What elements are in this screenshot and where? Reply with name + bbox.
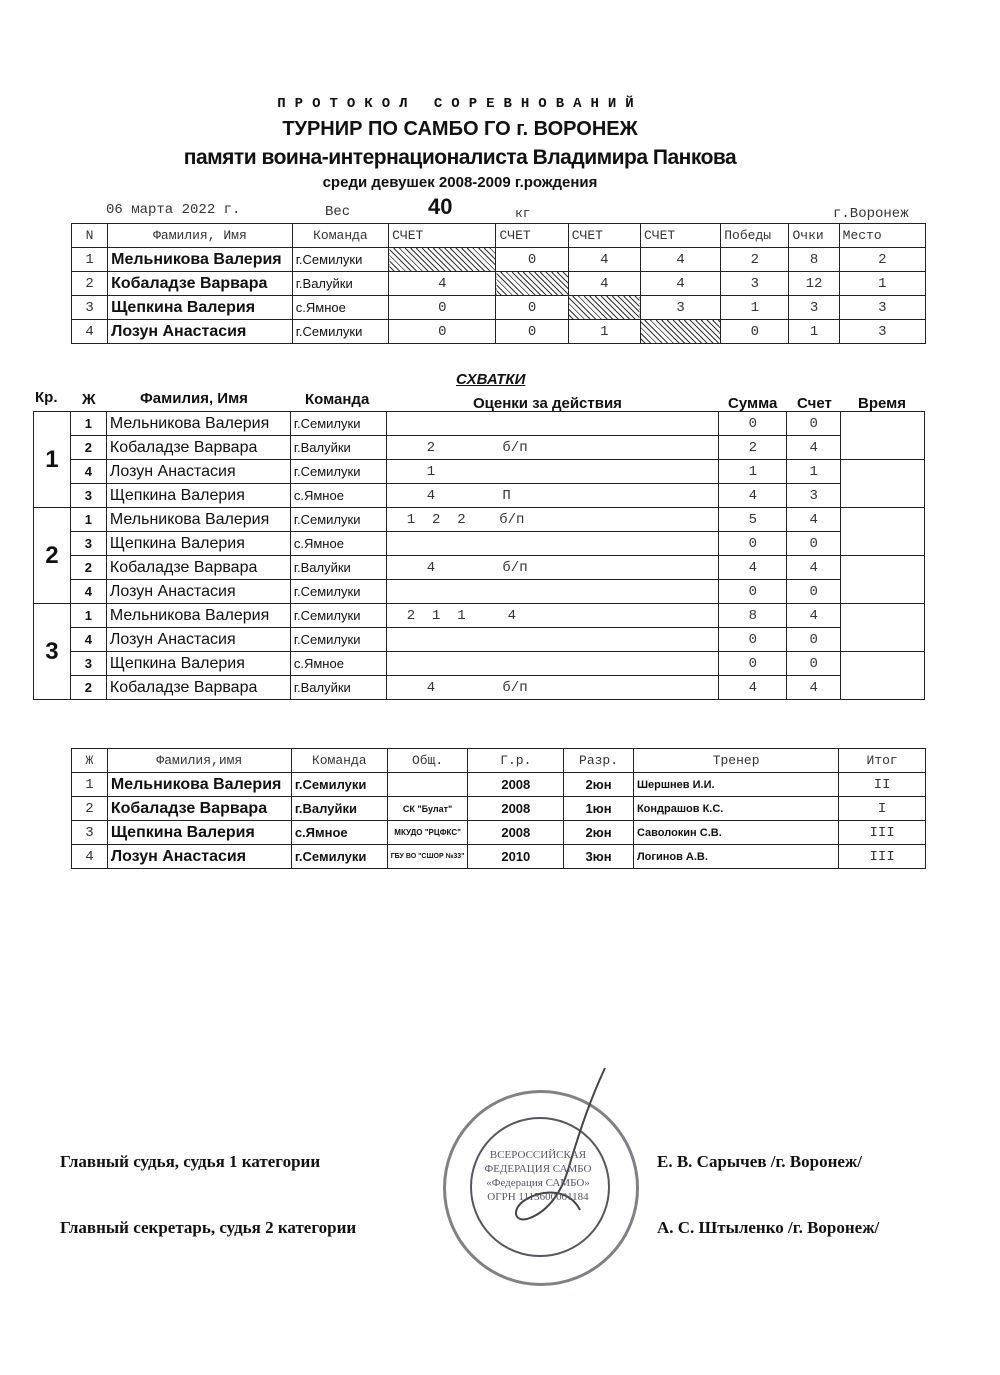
athlete-team: г.Семилуки (292, 320, 388, 344)
points-cell: 12 (789, 272, 839, 296)
wins-cell: 3 (721, 272, 789, 296)
lot-number: 2 (70, 556, 106, 580)
action-marks (386, 628, 719, 652)
col-score-1: СЧЕТ (389, 224, 496, 248)
athlete-name: Мельникова Валерия (106, 604, 290, 628)
bouts-col-team: Команда (305, 391, 370, 408)
place-cell: 2 (839, 248, 925, 272)
tournament-title: ТУРНИР ПО САМБО ГО г. ВОРОНЕЖ (282, 118, 638, 140)
stamp-text: ВСЕРОССИЙСКАЯ ФЕДЕРАЦИЯ САМБО «Федерация САМБО» ОГРН 1113600001184 (484, 1149, 592, 1203)
athlete-name: Щепкина Валерия (106, 532, 290, 556)
athlete-name: Щепкина Валерия (106, 484, 290, 508)
athlete-name: Кобаладзе Варвара (108, 272, 293, 296)
table-row (34, 508, 925, 532)
athlete-name: Лозун Анастасия (107, 845, 291, 869)
score-cell: 1 (787, 460, 841, 484)
athlete-team: с.Ямное (290, 484, 386, 508)
coach-name: Логинов А.В. (633, 845, 838, 869)
bouts-col-sum: Сумма (728, 395, 778, 412)
table-row (34, 556, 925, 580)
athlete-team: с.Ямное (290, 532, 386, 556)
athlete-team: г.Семилуки (291, 845, 387, 869)
score-cell: 1 (568, 320, 640, 344)
coach-name: Кондрашов К.С. (633, 797, 838, 821)
athlete-name: Лозун Анастасия (106, 628, 290, 652)
lot-number: 1 (70, 508, 106, 532)
bouts-title: СХВАТКИ (456, 371, 526, 388)
round-number: 1 (34, 412, 71, 508)
result-cell: I (839, 797, 926, 821)
row-number: 4 (72, 320, 108, 344)
lot-number: 1 (70, 604, 106, 628)
chief-secretary-title: Главный секретарь, судья 2 категории (60, 1218, 357, 1237)
score-cell: 0 (389, 296, 496, 320)
chief-secretary-name: А. С. Штыленко /г. Воронеж/ (657, 1218, 880, 1237)
score-cell: 3 (787, 484, 841, 508)
time-cell (841, 652, 925, 700)
bouts-col-score: Счет (797, 395, 832, 412)
result-cell: III (839, 821, 926, 845)
col-points: Очки (789, 224, 839, 248)
action-marks (386, 652, 719, 676)
athlete-name: Лозун Анастасия (106, 460, 290, 484)
lot-number: 4 (70, 628, 106, 652)
action-marks: 4 б/п (386, 556, 719, 580)
wins-cell: 0 (721, 320, 789, 344)
action-marks: 2 б/п (386, 436, 719, 460)
score-cell: 4 (787, 604, 841, 628)
lot-number: 4 (70, 580, 106, 604)
athlete-club (387, 773, 468, 797)
bouts-col-lot: Ж (82, 391, 96, 408)
row-number: 1 (72, 248, 108, 272)
lot-number: 4 (70, 460, 106, 484)
birth-year: 2008 (468, 773, 564, 797)
birth-year: 2008 (468, 821, 564, 845)
bouts-col-time: Время (858, 395, 906, 412)
col-name: Фамилия, Имя (108, 224, 293, 248)
athlete-club: ГБУ ВО "СШОР №33" (387, 845, 468, 869)
athlete-team: с.Ямное (291, 821, 387, 845)
city: г.Воронеж (833, 206, 909, 222)
results-table (71, 223, 926, 344)
coach-name: Шершнев И.И. (633, 773, 838, 797)
athlete-name: Мельникова Валерия (107, 773, 291, 797)
lot-number: 1 (70, 412, 106, 436)
athlete-name: Мельникова Валерия (106, 508, 290, 532)
chief-judge-title: Главный судья, судья 1 категории (60, 1152, 321, 1171)
sum-cell: 4 (719, 676, 787, 700)
table-row (34, 412, 925, 436)
col-score-4: СЧЕТ (640, 224, 720, 248)
table-row (72, 296, 926, 320)
col-n: N (72, 224, 108, 248)
col-n: Ж (72, 749, 108, 773)
col-wins: Победы (721, 224, 789, 248)
col-team: Команда (291, 749, 387, 773)
row-number: 3 (72, 821, 108, 845)
place-cell: 3 (839, 296, 925, 320)
athlete-team: г.Валуйки (290, 556, 386, 580)
memory-subtitle: памяти воина-интернационалиста Владимира Панкова (183, 146, 737, 169)
table-row (34, 460, 925, 484)
score-cell: 0 (787, 628, 841, 652)
athlete-name: Кобаладзе Варвара (107, 797, 291, 821)
athlete-team: с.Ямное (292, 296, 388, 320)
score-cell: 0 (787, 412, 841, 436)
score-cell: 4 (787, 676, 841, 700)
col-name: Фамилия,имя (107, 749, 291, 773)
summary-header-row (72, 749, 926, 773)
results-header-row (72, 224, 926, 248)
time-cell (841, 556, 925, 604)
sum-cell: 1 (719, 460, 787, 484)
score-cell: 4 (568, 272, 640, 296)
sport-rank: 2юн (564, 821, 634, 845)
action-marks (386, 412, 719, 436)
athlete-name: Лозун Анастасия (106, 580, 290, 604)
athlete-name: Щепкина Валерия (106, 652, 290, 676)
table-row (34, 628, 925, 652)
row-number: 2 (72, 272, 108, 296)
sum-cell: 0 (719, 628, 787, 652)
sum-cell: 2 (719, 436, 787, 460)
score-cell: 4 (568, 248, 640, 272)
action-marks (386, 580, 719, 604)
chief-judge-name: Е. В. Сарычев /г. Воронеж/ (657, 1152, 862, 1171)
sum-cell: 0 (719, 532, 787, 556)
score-cell: 0 (496, 296, 568, 320)
athlete-team: г.Семилуки (290, 460, 386, 484)
action-marks: 1 (386, 460, 719, 484)
score-cell: 4 (640, 272, 720, 296)
time-cell (841, 460, 925, 508)
bouts-table (33, 411, 925, 700)
bouts-col-marks: Оценки за действия (473, 395, 622, 412)
score-cell: 4 (787, 436, 841, 460)
col-team: Команда (292, 224, 388, 248)
self-cell (640, 320, 720, 344)
action-marks: 4 П (386, 484, 719, 508)
athlete-team: г.Валуйки (292, 272, 388, 296)
lot-number: 3 (70, 652, 106, 676)
col-score-2: СЧЕТ (496, 224, 568, 248)
weight-label: Вес (325, 204, 351, 220)
action-marks: 1 2 2 б/п (386, 508, 719, 532)
sum-cell: 4 (719, 484, 787, 508)
col-score-3: СЧЕТ (568, 224, 640, 248)
score-cell: 0 (389, 320, 496, 344)
row-number: 4 (72, 845, 108, 869)
summary-table (71, 748, 926, 869)
table-row (34, 676, 925, 700)
score-cell: 0 (787, 532, 841, 556)
score-cell: 0 (496, 248, 568, 272)
score-cell: 4 (640, 248, 720, 272)
sum-cell: 5 (719, 508, 787, 532)
sum-cell: 8 (719, 604, 787, 628)
wins-cell: 2 (721, 248, 789, 272)
sum-cell: 0 (719, 580, 787, 604)
score-cell: 4 (787, 556, 841, 580)
protocol-title: ПРОТОКОЛ СОРЕВНОВАНИЙ (277, 96, 643, 112)
lot-number: 2 (70, 436, 106, 460)
sport-rank: 3юн (564, 845, 634, 869)
bouts-col-round: Кр. (35, 389, 58, 406)
table-row (72, 797, 926, 821)
wins-cell: 1 (721, 296, 789, 320)
points-cell: 8 (789, 248, 839, 272)
athlete-name: Мельникова Валерия (106, 412, 290, 436)
table-row (34, 580, 925, 604)
action-marks: 2 1 1 4 (386, 604, 719, 628)
sum-cell: 0 (719, 652, 787, 676)
athlete-name: Кобаладзе Варвара (106, 556, 290, 580)
athlete-name: Кобаладзе Варвара (106, 676, 290, 700)
result-cell: II (839, 773, 926, 797)
athlete-club: МКУДО "РЦФКС" (387, 821, 468, 845)
athlete-team: г.Валуйки (290, 436, 386, 460)
col-coach: Тренер (633, 749, 838, 773)
round-number: 2 (34, 508, 71, 604)
coach-name: Саволокин С.В. (633, 821, 838, 845)
action-marks: 4 б/п (386, 676, 719, 700)
table-row (72, 821, 926, 845)
athlete-team: г.Семилуки (292, 248, 388, 272)
athlete-team: г.Семилуки (291, 773, 387, 797)
score-cell: 0 (496, 320, 568, 344)
lot-number: 3 (70, 484, 106, 508)
birth-year: 2010 (468, 845, 564, 869)
sport-rank: 1юн (564, 797, 634, 821)
sum-cell: 4 (719, 556, 787, 580)
self-cell (568, 296, 640, 320)
col-club: Общ. (387, 749, 468, 773)
col-result: Итог (839, 749, 926, 773)
athlete-team: г.Валуйки (291, 797, 387, 821)
score-cell: 3 (640, 296, 720, 320)
athlete-team: г.Семилуки (290, 604, 386, 628)
place-cell: 1 (839, 272, 925, 296)
score-cell: 0 (787, 580, 841, 604)
category-subtitle: среди девушек 2008-2009 г.рождения (322, 174, 598, 191)
table-row (34, 436, 925, 460)
place-cell: 3 (839, 320, 925, 344)
row-number: 1 (72, 773, 108, 797)
athlete-team: г.Семилуки (290, 508, 386, 532)
athlete-team: г.Семилуки (290, 628, 386, 652)
birth-year: 2008 (468, 797, 564, 821)
col-year: Г.р. (468, 749, 564, 773)
competition-date: 06 марта 2022 г. (106, 202, 241, 218)
athlete-name: Щепкина Валерия (107, 821, 291, 845)
table-row (34, 532, 925, 556)
time-cell (841, 604, 925, 652)
athlete-club: СК "Булат" (387, 797, 468, 821)
athlete-team: г.Валуйки (290, 676, 386, 700)
table-row (72, 272, 926, 296)
row-number: 3 (72, 296, 108, 320)
sport-rank: 2юн (564, 773, 634, 797)
round-number: 3 (34, 604, 71, 700)
bouts-col-name: Фамилия, Имя (140, 390, 248, 407)
athlete-team: г.Семилуки (290, 412, 386, 436)
col-rank: Разр. (564, 749, 634, 773)
athlete-name: Кобаладзе Варвара (106, 436, 290, 460)
weight-value: 40 (428, 194, 453, 219)
lot-number: 2 (70, 676, 106, 700)
table-row (34, 604, 925, 628)
sum-cell: 0 (719, 412, 787, 436)
table-row (72, 773, 926, 797)
action-marks (386, 532, 719, 556)
row-number: 2 (72, 797, 108, 821)
athlete-name: Щепкина Валерия (108, 296, 293, 320)
table-row (34, 484, 925, 508)
athlete-name: Лозун Анастасия (108, 320, 293, 344)
score-cell: 4 (389, 272, 496, 296)
lot-number: 3 (70, 532, 106, 556)
col-place: Место (839, 224, 925, 248)
athlete-name: Мельникова Валерия (108, 248, 293, 272)
table-row (34, 652, 925, 676)
table-row (72, 248, 926, 272)
time-cell (841, 508, 925, 556)
athlete-team: г.Семилуки (290, 580, 386, 604)
result-cell: III (839, 845, 926, 869)
points-cell: 1 (789, 320, 839, 344)
score-cell: 0 (787, 652, 841, 676)
self-cell (389, 248, 496, 272)
weight-unit: кг (515, 206, 531, 221)
points-cell: 3 (789, 296, 839, 320)
score-cell: 4 (787, 508, 841, 532)
athlete-team: с.Ямное (290, 652, 386, 676)
self-cell (496, 272, 568, 296)
table-row (72, 320, 926, 344)
time-cell (841, 412, 925, 460)
table-row (72, 845, 926, 869)
